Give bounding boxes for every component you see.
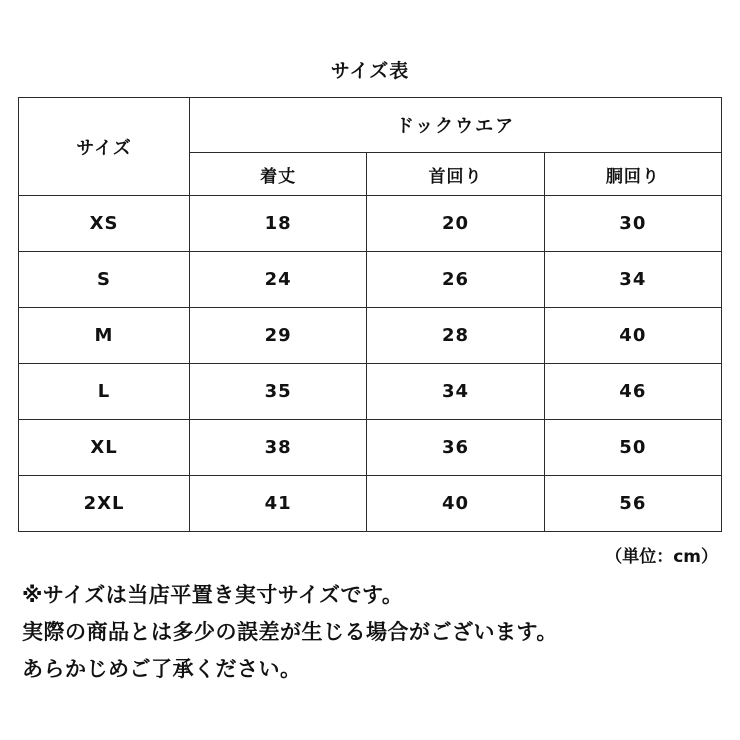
unit-note: （単位：cm） <box>605 547 718 567</box>
row-size-label: XL <box>19 420 190 476</box>
table-header-row-1 <box>19 98 722 153</box>
cell-length: 38 <box>190 420 367 476</box>
table-row <box>19 252 722 308</box>
cell-chest: 30 <box>544 196 721 252</box>
cell-neck: 40 <box>367 476 544 532</box>
note-line-1: ※サイズは当店平置き実寸サイズです。 <box>22 583 404 607</box>
table-row <box>19 196 722 252</box>
cell-chest: 34 <box>544 252 721 308</box>
cell-length: 24 <box>190 252 367 308</box>
table-body <box>19 196 722 532</box>
cell-length: 18 <box>190 196 367 252</box>
cell-chest: 50 <box>544 420 721 476</box>
cell-length: 41 <box>190 476 367 532</box>
header-size: サイズ <box>19 98 190 196</box>
size-table <box>18 97 722 532</box>
note-line-3: あらかじめご了承ください。 <box>22 656 302 681</box>
page-title: サイズ表 <box>330 60 410 82</box>
table-row <box>19 308 722 364</box>
cell-chest: 46 <box>544 364 721 420</box>
cell-neck: 20 <box>367 196 544 252</box>
cell-chest: 40 <box>544 308 721 364</box>
cell-neck: 26 <box>367 252 544 308</box>
table-row <box>19 420 722 476</box>
size-table-container <box>0 97 740 532</box>
cell-neck: 34 <box>367 364 544 420</box>
header-neck: 首回り <box>367 153 544 196</box>
row-size-label: L <box>19 364 190 420</box>
cell-neck: 36 <box>367 420 544 476</box>
header-group-dogwear: ドックウエア <box>190 98 722 153</box>
row-size-label: 2XL <box>19 476 190 532</box>
cell-chest: 56 <box>544 476 721 532</box>
notes-section <box>0 567 740 684</box>
table-row <box>19 476 722 532</box>
row-size-label: XS <box>19 196 190 252</box>
cell-length: 29 <box>190 308 367 364</box>
row-size-label: S <box>19 252 190 308</box>
cell-length: 35 <box>190 364 367 420</box>
table-header <box>19 98 722 196</box>
table-row <box>19 364 722 420</box>
note-line-2: 実際の商品とは多少の誤差が生じる場合がございます。 <box>22 619 558 644</box>
row-size-label: M <box>19 308 190 364</box>
header-chest: 胴回り <box>544 153 721 196</box>
cell-neck: 28 <box>367 308 544 364</box>
header-length: 着丈 <box>190 153 367 196</box>
